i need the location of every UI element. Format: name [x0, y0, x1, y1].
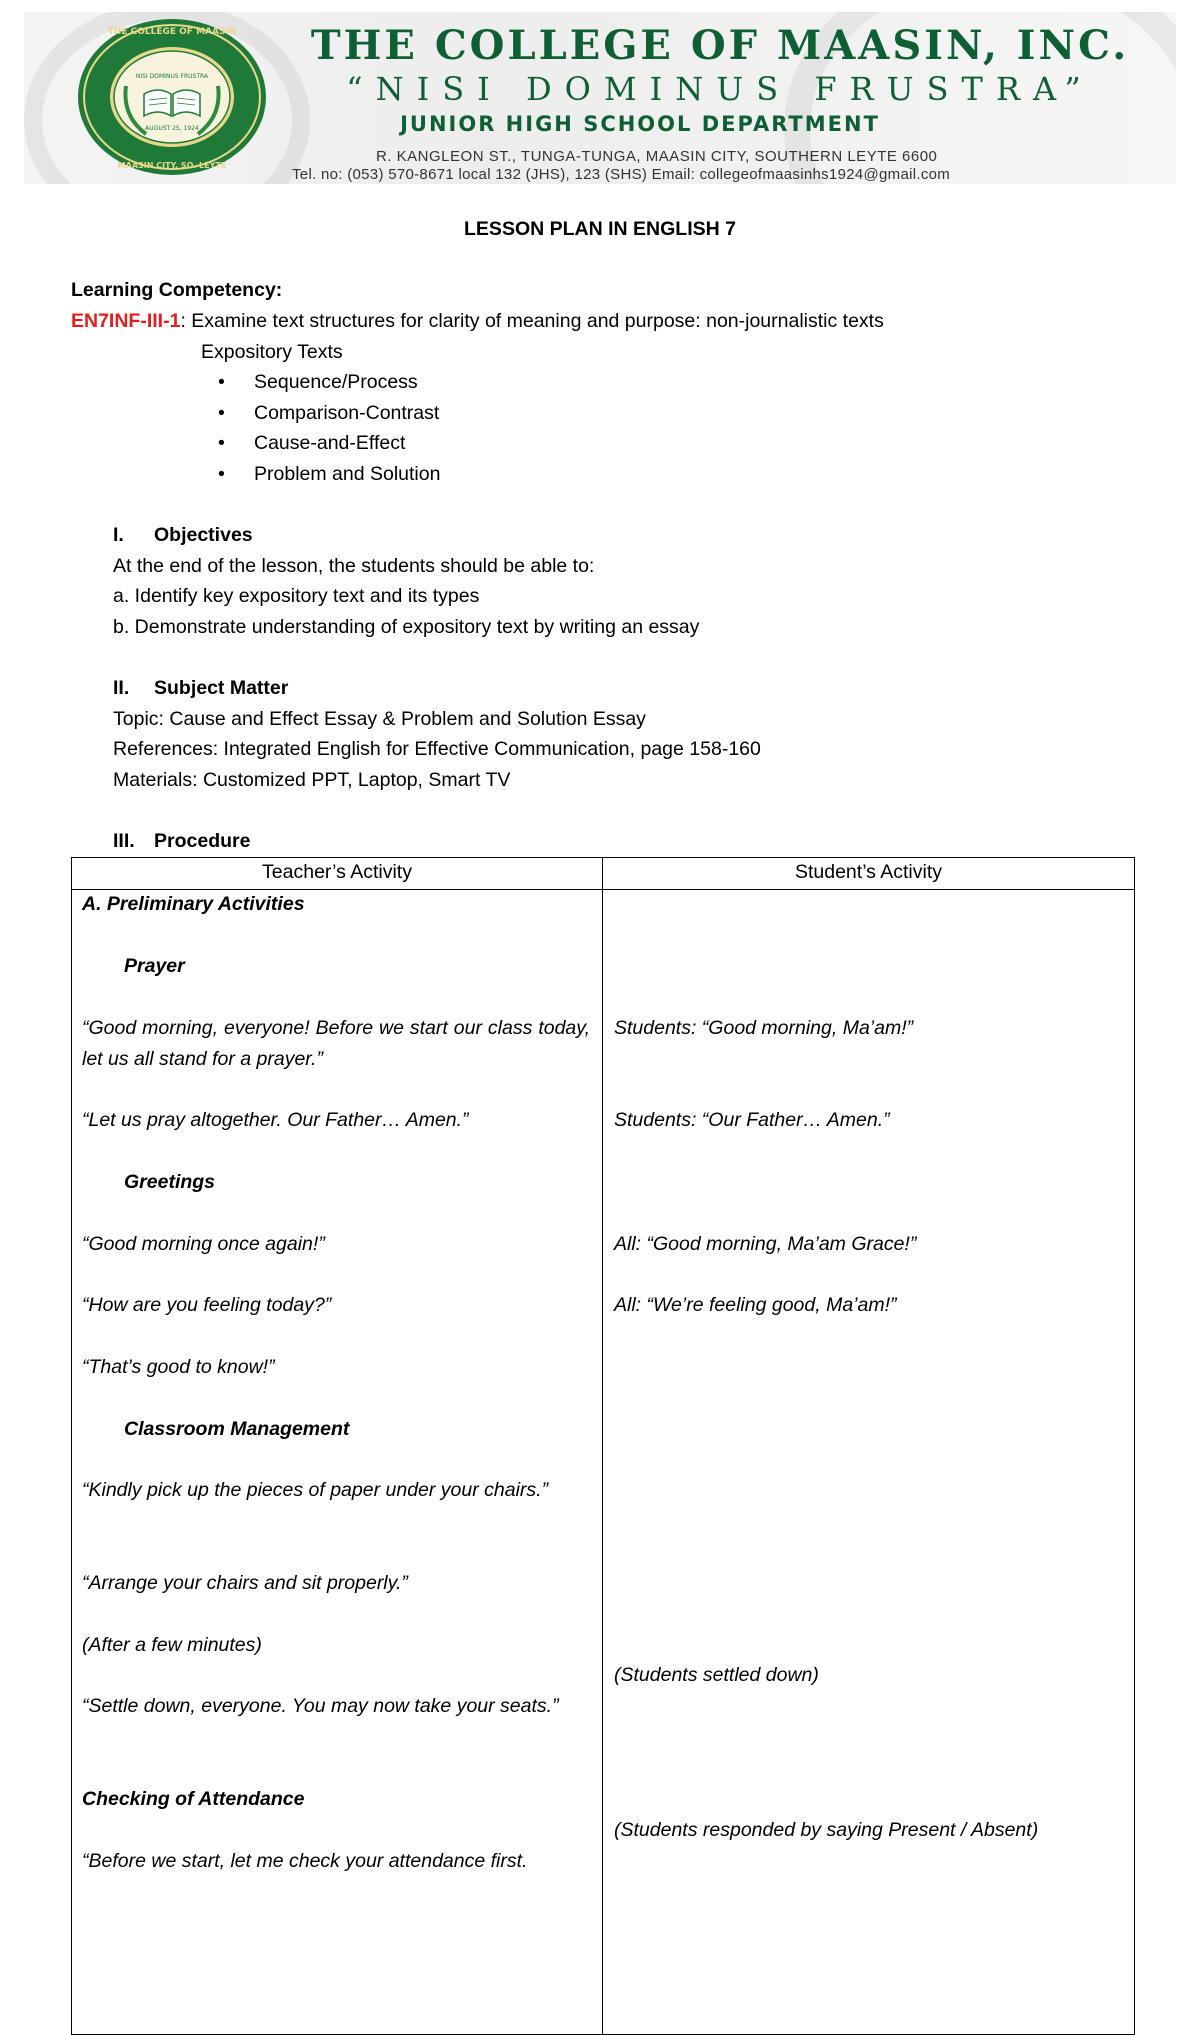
list-item: • Problem and Solution: [254, 462, 440, 486]
teacher-line: “Good morning once again!”: [82, 1233, 325, 1255]
competency-code: EN7INF-III-1: [71, 310, 181, 332]
teacher-column-header: Teacher’s Activity: [262, 861, 412, 883]
expository-texts-label: Expository Texts: [201, 341, 343, 363]
student-line: Students: “Our Father… Amen.”: [614, 1109, 890, 1131]
greetings-heading: Greetings: [124, 1171, 216, 1193]
school-address: R. KANGLEON ST., TUNGA-TUNGA, MAASIN CITY, SOUTHERN LEYTE 6600: [376, 148, 938, 165]
classroom-management-heading: Classroom Management: [124, 1418, 350, 1440]
student-line: Students: “Good morning, Ma’am!”: [614, 1017, 914, 1039]
objective-item: a. Identify key expository text and its types: [113, 585, 480, 607]
competency-line: [71, 309, 884, 333]
teacher-line: “Good morning, everyone! Before we start our class today, let us all stand for a prayer.”: [82, 1017, 590, 1070]
letterhead: [24, 12, 1176, 184]
subject-matter-heading: Subject Matter: [154, 677, 289, 699]
svg-text:MAASIN CITY, SO. LEYTE: MAASIN CITY, SO. LEYTE: [117, 161, 227, 170]
section-numeral: III.: [113, 830, 135, 852]
objectives-heading: Objectives: [154, 524, 253, 546]
attendance-heading: Checking of Attendance: [82, 1788, 305, 1810]
student-column-header: Student’s Activity: [794, 861, 943, 883]
teacher-line: “Before we start, let me check your attendance first.: [82, 1850, 528, 1872]
teacher-line: “How are you feeling today?”: [82, 1294, 332, 1316]
document-title: LESSON PLAN IN ENGLISH 7: [464, 218, 736, 240]
section-numeral: II.: [113, 677, 130, 699]
department-name: JUNIOR HIGH SCHOOL DEPARTMENT: [400, 112, 880, 136]
teacher-line: (After a few minutes): [82, 1634, 262, 1656]
list-item: • Comparison-Contrast: [254, 401, 439, 425]
competency-heading: Learning Competency:: [71, 279, 283, 301]
list-item: • Sequence/Process: [254, 370, 418, 394]
objective-item: b. Demonstrate understanding of expository text by writing an essay: [113, 616, 700, 638]
procedure-table: [71, 857, 1135, 2035]
topic-line: Topic: Cause and Effect Essay & Problem and Solution Essay: [113, 708, 646, 730]
references-line: References: Integrated English for Effective Communication, page 158-160: [113, 738, 761, 760]
table-column-divider: [602, 858, 603, 2034]
svg-text:AUGUST 25, 1924: AUGUST 25, 1924: [145, 125, 199, 132]
teacher-line: “Arrange your chairs and sit properly.”: [82, 1572, 408, 1594]
svg-text:NISI DOMINUS FRUSTRA: NISI DOMINUS FRUSTRA: [135, 73, 209, 80]
procedure-heading: Procedure: [154, 830, 251, 852]
school-contact: Tel. no: (053) 570-8671 local 132 (JHS), 123 (SHS) Email: collegeofmaasinhs1924@gmail.com: [292, 166, 951, 183]
student-line: All: “We’re feeling good, Ma’am!”: [614, 1294, 897, 1316]
student-line: All: “Good morning, Ma’am Grace!”: [614, 1233, 917, 1255]
student-line: (Students responded by saying Present / Absent): [614, 1819, 1039, 1841]
teacher-line: “That’s good to know!”: [82, 1356, 275, 1378]
svg-text:THE COLLEGE OF MAASIN: THE COLLEGE OF MAASIN: [107, 27, 237, 37]
school-motto: “NISI DOMINUS FRUSTRA”: [346, 70, 1094, 108]
materials-line: Materials: Customized PPT, Laptop, Smart TV: [113, 769, 511, 791]
prayer-heading: Prayer: [124, 955, 185, 977]
teacher-line: “Kindly pick up the pieces of paper under your chairs.”: [82, 1479, 549, 1501]
teacher-line: “Settle down, everyone. You may now take your seats.”: [82, 1695, 559, 1717]
school-name: THE COLLEGE OF MAASIN, INC.: [310, 22, 1130, 69]
teacher-line: “Let us pray altogether. Our Father… Amen.”: [82, 1109, 469, 1131]
competency-text: : Examine text structures for clarity of meaning and purpose: non-journalistic texts: [180, 310, 884, 332]
section-numeral: I.: [113, 524, 124, 546]
preliminary-heading: A. Preliminary Activities: [82, 893, 305, 915]
student-line: (Students settled down): [614, 1664, 819, 1686]
list-item: • Cause-and-Effect: [254, 431, 405, 455]
objectives-intro: At the end of the lesson, the students should be able to:: [113, 555, 595, 577]
school-seal-logo: [74, 16, 270, 178]
